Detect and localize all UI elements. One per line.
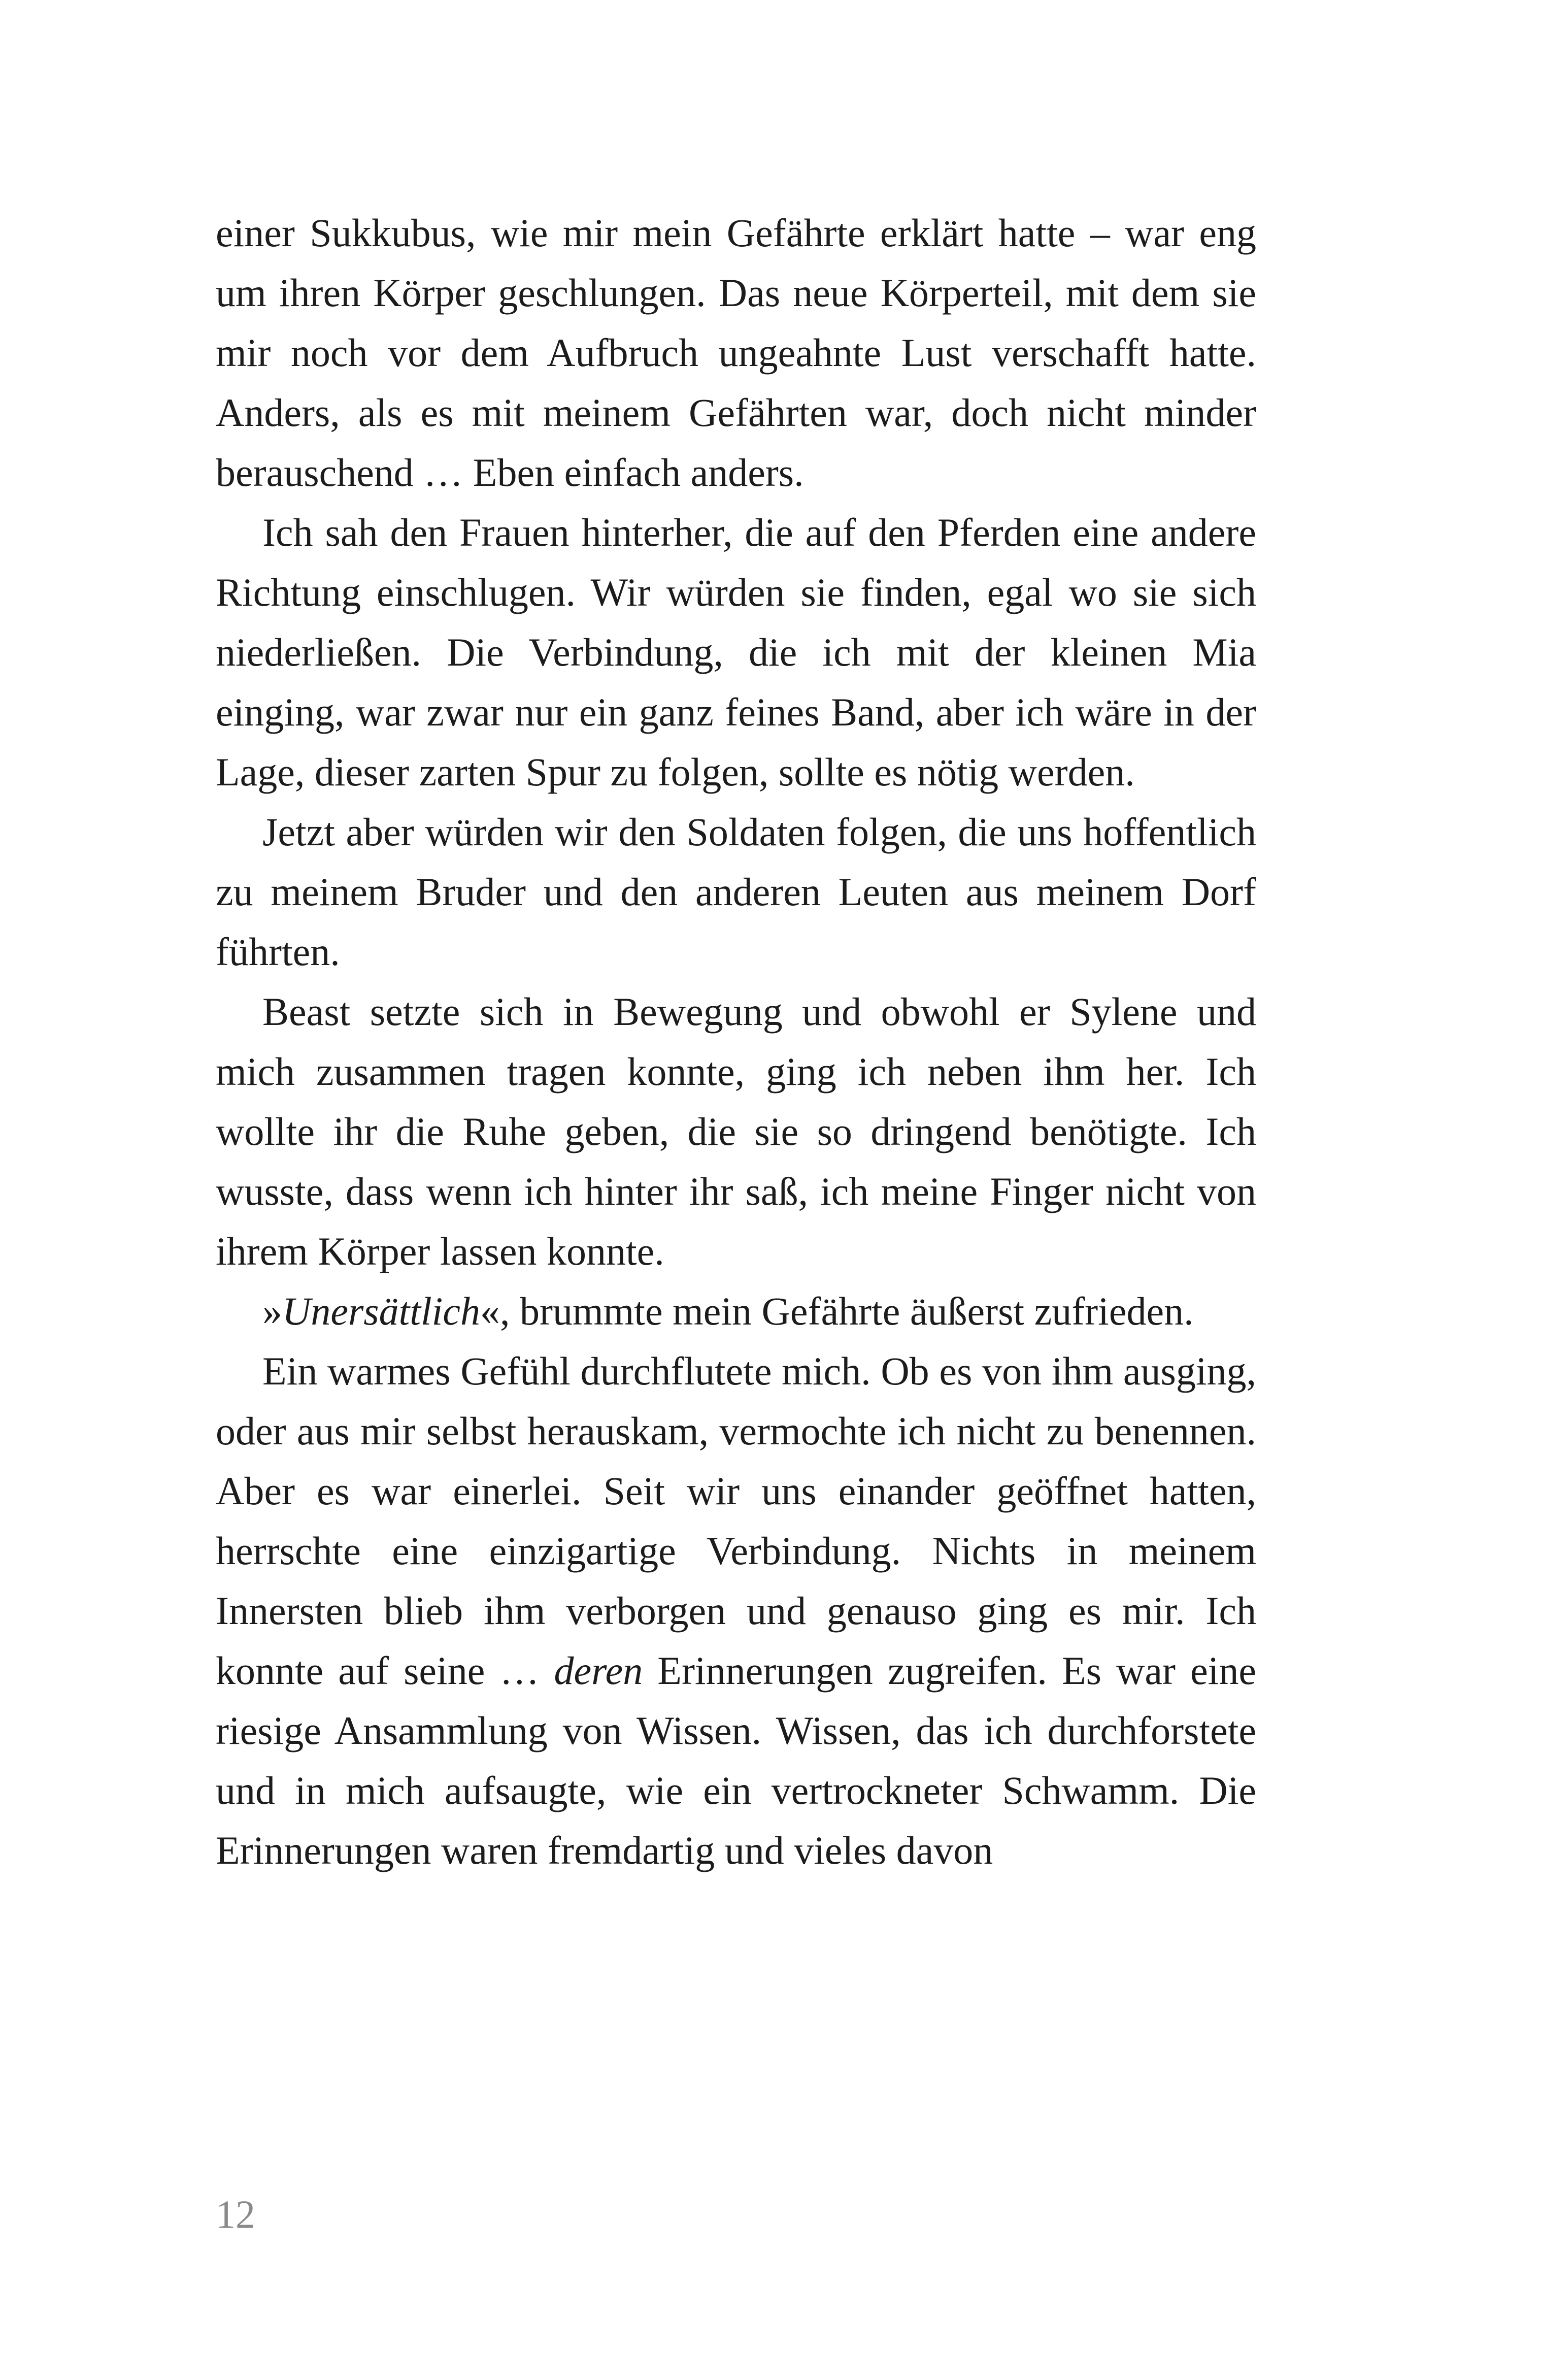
quote-mark-open: » (262, 1289, 282, 1333)
paragraph (216, 203, 1256, 503)
page-number: 12 (216, 2192, 255, 2236)
paragraph-text: Erinnerungen zugreifen. Es war eine riesige Ansammlung von Wissen. Wissen, das ich durchforstete und in mich aufsaugte, wie ein vertrockneter Schwamm. Die Erinnerungen waren fremdartig und vieles davon (216, 1648, 1256, 1872)
paragraph (216, 1281, 1256, 1341)
paragraph-text: einer Sukkubus, wie mir mein Gefährte erklärt hatte – war eng um ihren Körper geschlungen. Das neue Körperteil, mit dem sie mir noch vor dem Aufbruch ungeahnte Lust verschafft hatte. Anders, als es mit meinem Gefährten war, doch nicht minder berauschend … Eben einfach anders. (216, 211, 1256, 494)
paragraph-text: Ich sah den Frauen hinterher, die auf den Pferden eine andere Richtung einschlugen. Wir würden sie finden, egal wo sie sich niederließen. Die Verbindung, die ich mit der kleinen Mia einging, war zwar nur ein ganz feines Band, aber ich wäre in der Lage, dieser zarten Spur zu folgen, sollte es nötig werden. (216, 510, 1256, 794)
paragraph-text: Beast setzte sich in Bewegung und obwohl er Sylene und mich zusammen tragen konnte, ging ich neben ihm her. Ich wollte ihr die Ruhe geben, die sie so dringend benötigte. Ich wusste, dass wenn ich hinter ihr saß, ich meine Finger nicht von ihrem Körper lassen konnte. (216, 989, 1256, 1273)
paragraph-text: Jetzt aber würden wir den Soldaten folgen, die uns hoffentlich zu meinem Bruder und den anderen Leuten aus meinem Dorf führten. (216, 810, 1256, 974)
paragraph (216, 982, 1256, 1281)
paragraph-text: «, brummte mein Gefährte äußerst zufrieden. (480, 1289, 1194, 1333)
body-text (216, 203, 1256, 1880)
paragraph (216, 1341, 1256, 1880)
italic-word: deren (554, 1648, 643, 1693)
paragraph (216, 503, 1256, 802)
italic-word: Unersättlich (282, 1289, 480, 1333)
paragraph (216, 802, 1256, 982)
paragraph-text: Ein warmes Gefühl durchflutete mich. Ob es von ihm ausging, oder aus mir selbst herauskam, vermochte ich nicht zu benennen. Aber es war einerlei. Seit wir uns einander geöffnet hatten, herrschte eine einzigartige Verbindung. Nichts in meinem Innersten blieb ihm verborgen und genauso ging es mir. Ich konnte auf seine … (216, 1349, 1256, 1693)
